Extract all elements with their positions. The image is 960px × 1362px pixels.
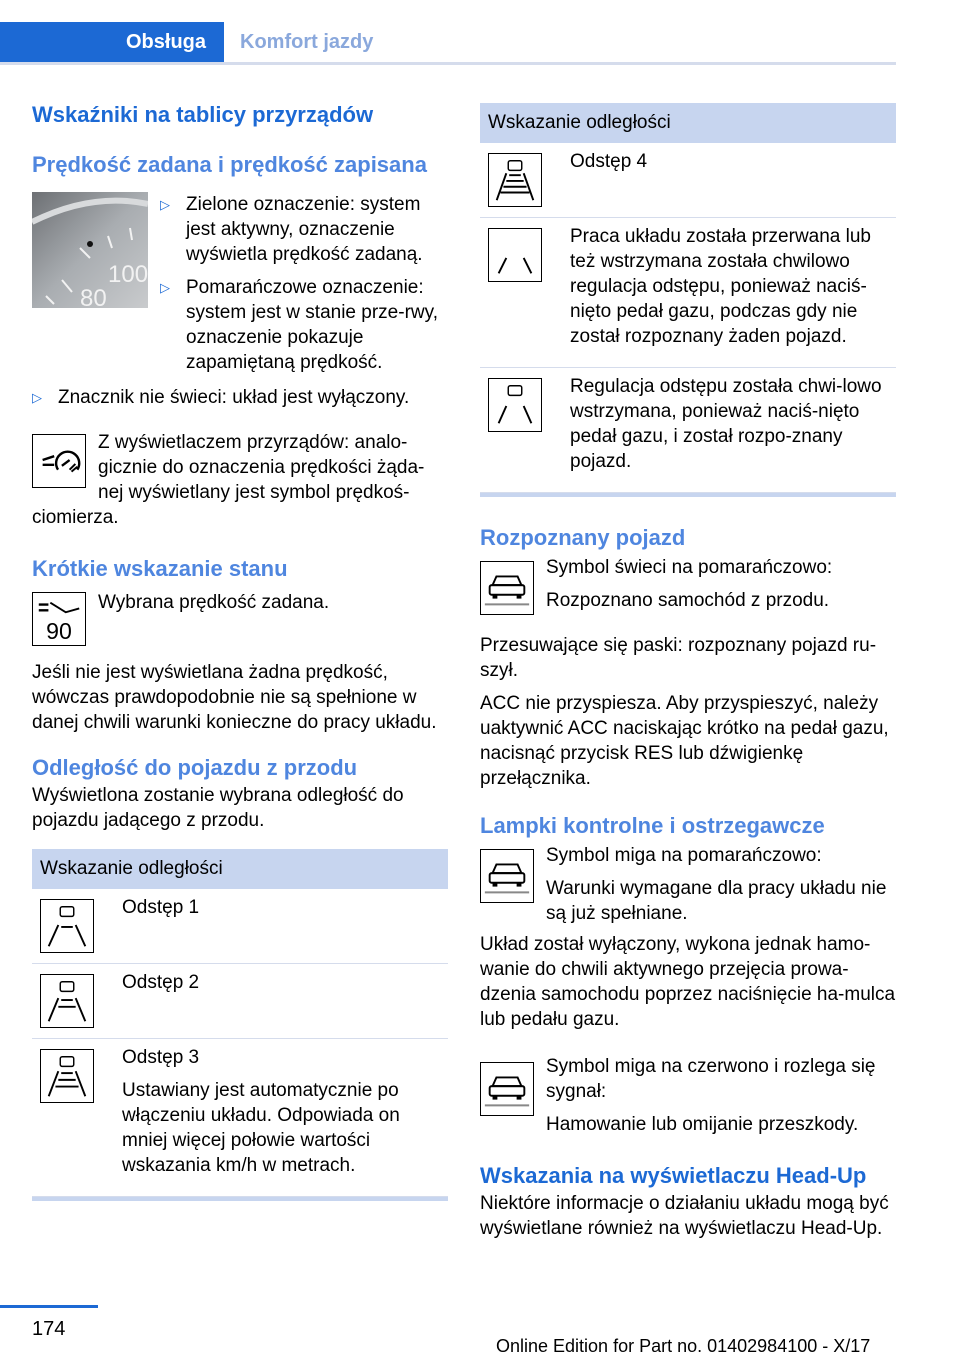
row-label: Praca układu została przerwana lub też wstrzymana została chwilowo regulacja odstępu, ponieważ naciś‐nięto pedał gazu, podczas gdy nie został rozpoznany żaden pojazd. — [570, 226, 872, 347]
warning-red-block — [480, 1054, 896, 1137]
speedo-text: Z wyświetlaczem przyrządów: analo‐gicznie do oznaczenia prędkości żąda‐nej wyświetlany jest symbol prędkoś‐ciomierza. — [32, 432, 425, 528]
warning-l3: Symbol miga na czerwono i rozlega się sygnał: — [546, 1056, 876, 1102]
bullet-off: ▷ Znacznik nie świeci: układ jest wyłączony. — [32, 387, 410, 408]
recognized-l1: Symbol świeci na pomarańczowo: — [546, 557, 833, 578]
footer-line — [0, 1305, 98, 1308]
left-column — [32, 100, 448, 1201]
table-end — [32, 1197, 448, 1201]
tab-obsluga[interactable]: Obsługa — [0, 22, 224, 62]
triangle-bullet-icon: ▷ — [160, 197, 170, 212]
recognized-p1: Przesuwające się paski: rozpoznany pojazd ru‐szył. — [480, 635, 877, 681]
table-row — [32, 1039, 448, 1197]
status-90-block — [32, 590, 448, 646]
table-row — [32, 889, 448, 964]
recognized-p2: ACC nie przyspiesza. Aby przyspieszyć, należy uaktywnić ACC naciskając krótko na pedał gazu, nacisnąć przycisk RES lub dźwigienkę przełącznika. — [480, 693, 889, 789]
speed-90-label: 90 — [46, 618, 72, 645]
recognized-l2: Rozpoznano samochód z przodu. — [546, 590, 830, 611]
car-warning-red-icon — [480, 1062, 534, 1116]
row-label: Odstęp 2 — [122, 972, 200, 993]
warning-p1: Układ został wyłączony, wykona jednak hamo‐wanie do chwili aktywnego przejęcia prowa‐dzenia samochodu poprzez naciśnięcie ha‐mulca lub pedału gazu. — [480, 934, 896, 1030]
gauge-block — [32, 192, 448, 375]
tab-komfort-jazdy[interactable]: Komfort jazdy — [240, 30, 374, 53]
lanes-vehicle-paused-icon — [488, 378, 542, 432]
distance-4-icon — [488, 153, 542, 207]
distance-intro: Wyświetlona zostanie wybrana odległość do pojazdu jadącego z przodu. — [32, 785, 404, 831]
triangle-bullet-icon: ▷ — [160, 280, 170, 295]
row-label: Regulacja odstępu została chwi‐lowo wstrzymana, ponieważ naciś‐nięto pedał gazu, i został rozpo‐znany pojazd. — [570, 376, 882, 472]
row-label: Odstęp 1 — [122, 897, 200, 918]
row-label: Odstęp 4 — [570, 151, 648, 172]
section-title-odleglosc: Odległość do pojazdu z przodu — [32, 755, 358, 780]
distance-table-right — [480, 103, 896, 497]
lanes-interrupted-icon — [488, 228, 542, 282]
recognized-block — [480, 555, 896, 615]
speedo-symbol-block — [32, 430, 448, 530]
table-head: Wskazanie odległości — [480, 103, 896, 143]
page-title: Wskaźniki na tablicy przyrządów — [32, 102, 374, 127]
headup-text: Niektóre informacje o działaniu układu mogą być wyświetlane również na wyświetlaczu Head-Up. — [480, 1193, 889, 1239]
warning-orange-block — [480, 843, 896, 926]
table-row — [480, 143, 896, 218]
warning-l2: Warunki wymagane dla pracy układu nie są już spełniane. — [546, 878, 887, 924]
table-row — [32, 964, 448, 1039]
table-row — [480, 368, 896, 493]
speedometer-symbol-icon — [32, 434, 86, 488]
triangle-bullet-icon: ▷ — [32, 390, 42, 405]
table-end — [480, 493, 896, 497]
warning-l1: Symbol miga na pomarańczowo: — [546, 845, 822, 866]
car-ahead-icon — [480, 561, 534, 615]
distance-table-left — [32, 849, 448, 1201]
bullet-orange: ▷ Pomarańczowe oznaczenie: system jest w stanie prze‐rwy, oznaczenie pokazuje zapamiętaną prędkość. — [160, 277, 438, 373]
row-desc: Ustawiany jest automatycznie po włączeniu układu. Odpowiada on mniej więcej połowie wartości wskazania km/h w metrach. — [122, 1080, 400, 1176]
gauge-label-100: 100 — [108, 261, 148, 288]
header-tabs — [0, 22, 896, 65]
section-title-krotkie: Krótkie wskazanie stanu — [32, 556, 288, 581]
table-row — [480, 218, 896, 368]
table-head: Wskazanie odległości — [32, 849, 448, 889]
section-title-predkosc: Prędkość zadana i prędkość zapisana — [32, 152, 427, 177]
section-title-headup: Wskazania na wyświetlaczu Head-Up — [480, 1163, 867, 1188]
status-para: Jeśli nie jest wyświetlana żadna prędkość, wówczas prawdopodobnie nie są spełnione w danej chwili warunki konieczne do pracy układu. — [32, 662, 437, 733]
section-title-lampki: Lampki kontrolne i ostrzegawcze — [480, 813, 825, 838]
page-number: 174 — [32, 1318, 66, 1340]
status-90-text: Wybrana prędkość zadana. — [98, 592, 330, 613]
car-warning-orange-icon — [480, 849, 534, 903]
warning-l4: Hamowanie lub omijanie przeszkody. — [546, 1114, 859, 1135]
distance-2-icon — [40, 974, 94, 1028]
edition-text: Online Edition for Part no. 01402984100 - X/17 — [496, 1336, 871, 1356]
row-label: Odstęp 3 — [122, 1047, 200, 1068]
distance-3-icon — [40, 1049, 94, 1103]
gauge-label-80: 80 — [80, 285, 107, 308]
speed-90-icon — [32, 592, 86, 646]
right-column — [480, 103, 896, 1241]
distance-1-icon — [40, 899, 94, 953]
section-title-rozpoznany: Rozpoznany pojazd — [480, 525, 686, 550]
speedometer-image — [32, 192, 148, 308]
bullet-green: ▷ Zielone oznaczenie: system jest aktywny, oznaczenie wyświetla prędkość zadaną. — [160, 194, 423, 265]
